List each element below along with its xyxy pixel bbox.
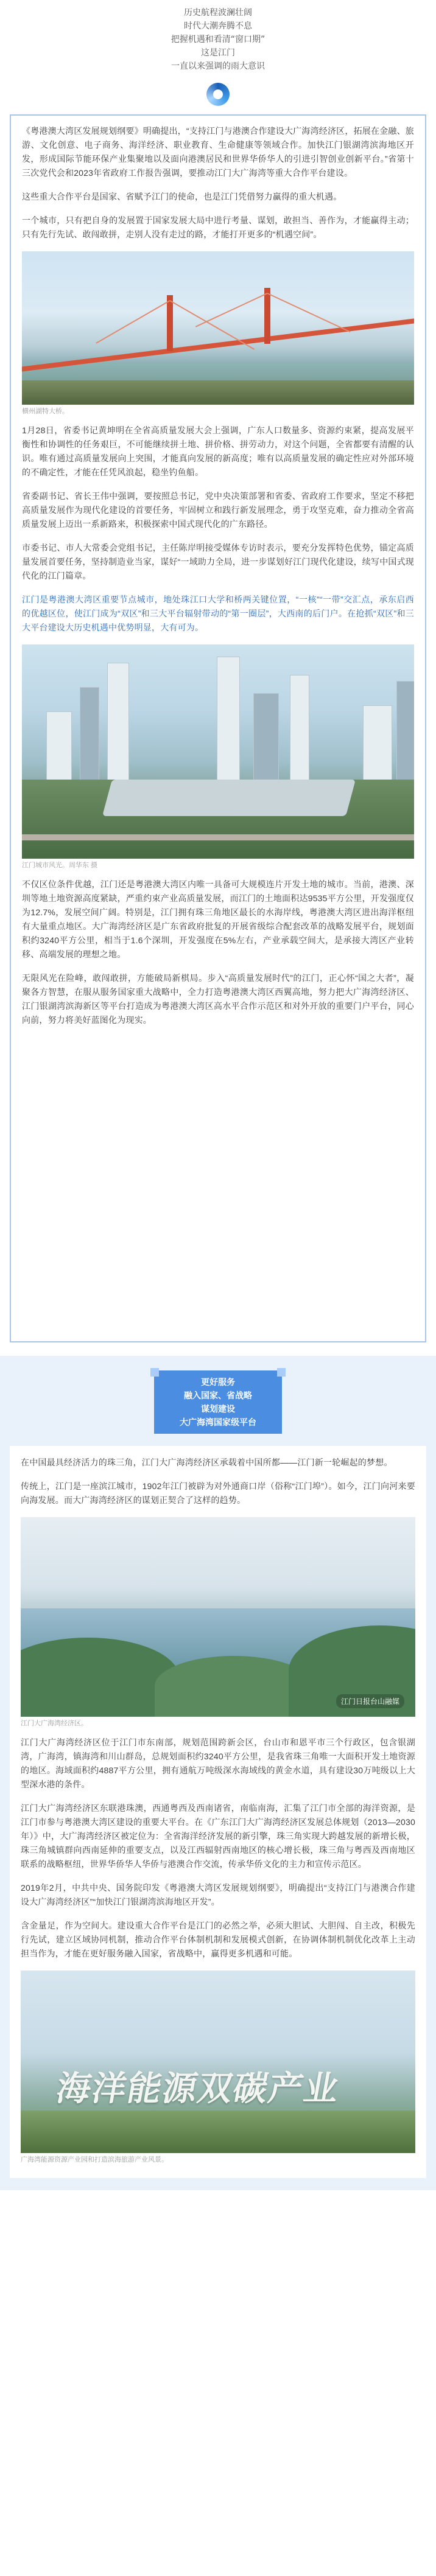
photo-caption: 横州湖特大桥。: [22, 408, 69, 415]
paragraph: 江门是粤港澳大湾区重要节点城市，地处珠江口大学和桥两关键位置，“一核”“一带”交汇点，承东启西的优越区位，使江门成为“双区”和三大平台辐射带动的“第一圈层”，大西南的后门户。在抢抓“双区”和三大平台建设大历史机遇中优势明显，大有可为。: [22, 595, 414, 632]
paragraph: 2019年2月，中共中央、国务院印发《粤港澳大湾区发展规划纲要》，明确提出“支持江门与港澳合作建设大广海湾经济区”“加快江门银湖湾滨海地区开发”。: [21, 1883, 415, 1907]
intro-line: 历史航程波澜壮阔: [184, 8, 252, 18]
paragraph: 江门大广海湾经济区东联港珠澳，西通粤西及西南诸省，南临南海，汇集了江门市全部的海洋资源，是江门市参与粤港澳大湾区建设的重要大平台。在《广东江门大广海湾经济区发展总体规划（2013—2030年）》中，大广海湾经济区被定位为：全省海洋经济发展的新引擎，珠三角实现大跨越发展的新增长极，珠三角城镇群向西南延伸的重要支点，以及江西辐射西南地区的核心增长极，珠三角与粤西及西南地区联系的战略枢纽，世界华侨华人华侨与港澳合作交流，传承华侨文化的主力和宣传示范区。: [21, 1803, 415, 1869]
paragraph: 《粤港澳大湾区发展规划纲要》明确提出，“支持江门与港澳合作建设大广海湾经济区，拓展在金融、旅游、文化创意、电子商务、海洋经济、职业教育、生命健康等领域合作。加快江门银湖湾滨海地区开发，形成国际节能环保产业集聚地以及面向港澳居民和世界华侨华人的引进引智创业创新平台。”省第十三次党代会和2023年省政府工作报告强调，要推动江门大广海湾等重大合作平台建设。: [22, 126, 414, 178]
coast-aerial-photo: [21, 1517, 415, 1717]
banner-line: 谋划建设: [201, 1404, 235, 1414]
paragraph: 在中国最具经济活力的珠三角，江门大广海湾经济区承载着中国所都——江门新一轮崛起的梦想。: [21, 1457, 393, 1467]
intro-line: 把握机遇和看清“窗口期”: [171, 35, 265, 44]
section-1-card: [10, 114, 426, 1342]
paragraph: 1月28日，省委书记黄坤明在全省高质量发展大会上强调，广东人口数量多、资源约束紧，提高发展平衡性和协调性的任务艰巨，不可能继续拼土地、拼价格、拼劳动力，对这个问题，全省都要有清醒的认识。唯有通过高质量发展向上突围，才能真向发展的新高度；唯有以高质量发展的确定性应对外部环境的不确定性，才能在任凭风浪起，稳坐钓鱼船。: [22, 425, 414, 477]
banner-line: 大广海湾国家级平台: [180, 1417, 256, 1427]
swirl-logo-icon: [206, 83, 230, 106]
banner-line: 更好服务: [201, 1377, 235, 1387]
paragraph: 一个城市，只有把自身的发展置于国家发展大局中进行考量、谋划，敢担当、善作为，才能赢得主动；只有先行先试、敢闯敢拼，走别人没有走过的路，才能打开更多的“机遇空间”。: [22, 215, 414, 239]
paragraph: 市委书记、市人大常委会党组书记，主任陈岸明接受媒体专访时表示，要充分发挥特色优势，锚定高质量发展首要任务，坚持制造业当家，谋好“一域助力全局，进一步谋划好江门现代化建设，续写中国式现代化的江门篇章。: [22, 543, 414, 581]
photo-caption: 江门大广海湾经济区。: [21, 1720, 88, 1727]
paragraph: 含金量足，作为空间大。建设重大合作平台是江门的必然之举，必须大胆试、大胆闯、自主改，积极先行先试，建立区域协同机制，推动合作平台体制机制和发展模式创新，在协调体制机制优化改革上主动担当作为，才能在更好服务融入国家，省战略中，赢得更多机遇和可能。: [21, 1921, 415, 1958]
banner-line: 融入国家、省战略: [184, 1391, 252, 1400]
city-skyline-photo: [22, 644, 414, 859]
watermark-tag: 江门日报台山融媒: [336, 1694, 404, 1708]
energy-sign-text: 海洋能源双碳产业: [53, 2069, 343, 2109]
intro-line: 时代大潮奔腾不息: [184, 21, 252, 31]
photo-caption: 江门城市风光。周华东 摄: [22, 862, 98, 869]
paragraph: 这些重大合作平台是国家、省赋予江门的使命，也是江门凭借努力赢得的重大机遇。: [22, 192, 342, 201]
section-2: [0, 1356, 436, 2190]
intro-poem: [0, 0, 436, 106]
photo-caption: 广海湾能源资源产业园和打造滨海旅游产业风景。: [21, 2156, 168, 2163]
paragraph: 不仅区位条件优越，江门还是粤港澳大湾区内唯一具备可大规模连片开发土地的城市。当前，港澳、深圳等地土地资源高度紧缺，严重约束产业高质量发展，而江门的土地面积达9535平方公里，开发强度仅为12.7%，发展空间广阔。特别是，江门拥有珠三角地区最长的水海岸线，粤港澳大湾区进出海洋枢纽有大量重点地区。大广海湾经济区是广东省政府批复的开展省级综合配套改革的战略发展平台，规划面积约3240平方公里，相当于1.6个深圳，开发强度在5%左右，产业承载空间大，是承接大湾区产业转移、高端发展的理想之地。: [22, 879, 414, 959]
bridge-photo: [22, 251, 414, 405]
energy-park-photo: [21, 1970, 415, 2153]
section-banner: [154, 1370, 282, 1434]
paragraph: 传统上，江门是一座滨江城市，1902年江门被辟为对外通商口岸（俗称“江门埠”）。如今，江门向河来要向海发展。而大广海湾经济区的谋划正契合了这样的趋势。: [21, 1481, 415, 1505]
paragraph: 江门大广海湾经济区位于江门市东南部，规划范围跨新会区，台山市和恩平市三个行政区，包含银湖湾，广海湾，镇海湾和川山群岛，总规划面积约3240平方公里，是我省珠三角唯一大面积开发土地资源的地区。海域面积约4887平方公里，拥有通航万吨级深水海域线的黄金水道，具有建设30万吨级以上大型深水港的条件。: [21, 1737, 415, 1789]
paragraph: 省委副书记、省长王伟中强调，要按照总书记，党中央决策部署和省委、省政府工作要求，坚定不移把高质量发展作为现代化建设的首要任务，牢固树立和践行新发展理念，勇于攻坚克难，奋力推动全省高质量发展上迈出一系新路来，积极探索中国式现代化的广东路径。: [22, 491, 414, 529]
section-2-card: [10, 1446, 426, 2178]
intro-line: 这是江门: [201, 48, 235, 58]
paragraph: 无限风光在险峰，敢闯敢拼，方能破局新棋局。步入“高质量发展时代”的江门，正心怀“国之大者”，凝聚各方智慧，在服从服务国家重大战略中，全力打造粤港澳大湾区西翼高地，努力把大广海湾经济区、江门银湖湾滨海新区等平台打造成为粤港澳大湾区高水平合作示范区和对外开放的重要门户平台，同心向前，努力将美好蓝图化为现实。: [22, 973, 414, 1025]
intro-line: 一直以来强调的雨大意识: [171, 61, 265, 71]
